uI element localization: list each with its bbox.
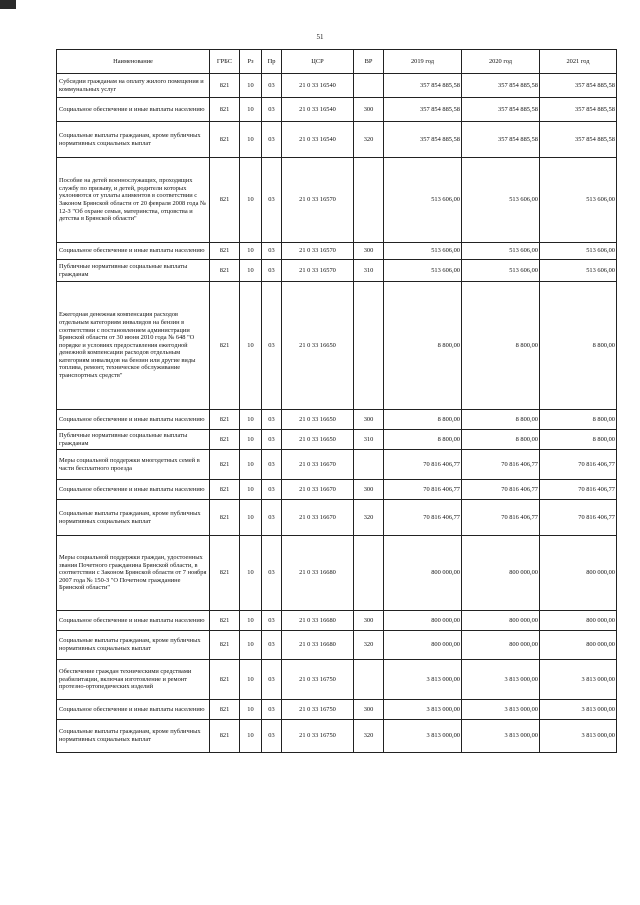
cell-csr: 21 0 33 16750 <box>282 720 354 753</box>
cell-y2021: 8 800,00 <box>540 430 617 450</box>
cell-y2020: 70 816 406,77 <box>462 500 540 536</box>
cell-pr: 03 <box>262 611 282 631</box>
cell-pr: 03 <box>262 74 282 98</box>
table-row <box>57 700 617 720</box>
table-row <box>57 98 617 122</box>
cell-name: Социальные выплаты гражданам, кроме публичных нормативных социальных выплат <box>57 631 210 660</box>
cell-name: Социальное обеспечение и иные выплаты населению <box>57 480 210 500</box>
cell-pr: 03 <box>262 536 282 611</box>
cell-y2019: 8 800,00 <box>384 282 462 410</box>
cell-csr: 21 0 33 16540 <box>282 74 354 98</box>
cell-pr: 03 <box>262 480 282 500</box>
cell-y2020: 800 000,00 <box>462 631 540 660</box>
header-row <box>57 50 617 74</box>
cell-vr <box>354 450 384 480</box>
cell-csr: 21 0 33 16570 <box>282 243 354 260</box>
cell-y2020: 70 816 406,77 <box>462 480 540 500</box>
header-2019: 2019 год <box>384 50 462 74</box>
table-row <box>57 536 617 611</box>
cell-y2019: 513 606,00 <box>384 260 462 282</box>
cell-pr: 03 <box>262 700 282 720</box>
cell-vr <box>354 158 384 243</box>
cell-y2020: 357 854 885,58 <box>462 122 540 158</box>
cell-y2021: 70 816 406,77 <box>540 500 617 536</box>
cell-name: Социальное обеспечение и иные выплаты населению <box>57 611 210 631</box>
cell-y2019: 70 816 406,77 <box>384 480 462 500</box>
cell-vr: 320 <box>354 500 384 536</box>
cell-y2019: 800 000,00 <box>384 631 462 660</box>
cell-csr: 21 0 33 16540 <box>282 98 354 122</box>
cell-grbs: 821 <box>210 243 240 260</box>
cell-y2021: 3 813 000,00 <box>540 700 617 720</box>
cell-vr <box>354 660 384 700</box>
cell-grbs: 821 <box>210 536 240 611</box>
header-name: Наименование <box>57 50 210 74</box>
cell-grbs: 821 <box>210 631 240 660</box>
cell-name: Социальные выплаты гражданам, кроме публичных нормативных социальных выплат <box>57 500 210 536</box>
cell-grbs: 821 <box>210 260 240 282</box>
cell-vr <box>354 74 384 98</box>
cell-rz: 10 <box>240 122 262 158</box>
page-number: 51 <box>316 33 324 41</box>
cell-name: Социальное обеспечение и иные выплаты населению <box>57 98 210 122</box>
table-row <box>57 158 617 243</box>
header-rz: Рз <box>240 50 262 74</box>
cell-rz: 10 <box>240 660 262 700</box>
table-body <box>57 74 617 753</box>
cell-rz: 10 <box>240 480 262 500</box>
cell-y2020: 8 800,00 <box>462 430 540 450</box>
table-row <box>57 720 617 753</box>
cell-grbs: 821 <box>210 720 240 753</box>
cell-name: Пособие на детей военнослужащих, проходящих службу по призыву, и детей, родители которых уклоняются от уплаты алиментов в соответствии с Законом Брянской области от 20 февраля 2008 года № 12-З "Об охране семьи, материнства, отцовства и детства в Брянской области" <box>57 158 210 243</box>
header-pr: Пр <box>262 50 282 74</box>
cell-pr: 03 <box>262 720 282 753</box>
cell-y2019: 357 854 885,58 <box>384 74 462 98</box>
cell-rz: 10 <box>240 74 262 98</box>
cell-grbs: 821 <box>210 500 240 536</box>
cell-y2021: 513 606,00 <box>540 260 617 282</box>
cell-y2021: 357 854 885,58 <box>540 122 617 158</box>
cell-vr: 300 <box>354 700 384 720</box>
header-vr: ВР <box>354 50 384 74</box>
table-row <box>57 611 617 631</box>
cell-y2021: 357 854 885,58 <box>540 74 617 98</box>
table-row <box>57 122 617 158</box>
cell-pr: 03 <box>262 430 282 450</box>
cell-grbs: 821 <box>210 122 240 158</box>
cell-y2019: 513 606,00 <box>384 243 462 260</box>
table-row <box>57 74 617 98</box>
cell-y2021: 70 816 406,77 <box>540 480 617 500</box>
cell-name: Публичные нормативные социальные выплаты гражданам <box>57 430 210 450</box>
cell-pr: 03 <box>262 158 282 243</box>
cell-rz: 10 <box>240 611 262 631</box>
cell-csr: 21 0 33 16570 <box>282 260 354 282</box>
cell-name: Меры социальной поддержки граждан, удостоенных звания Почетного гражданина Брянской области, в соответствии с Законом Брянской области от 7 ноября 2007 года № 150-З "О Почетном гражданине Брянской области" <box>57 536 210 611</box>
cell-pr: 03 <box>262 410 282 430</box>
cell-pr: 03 <box>262 450 282 480</box>
scan-corner-mark <box>0 0 16 9</box>
cell-name: Социальное обеспечение и иные выплаты населению <box>57 410 210 430</box>
cell-grbs: 821 <box>210 450 240 480</box>
cell-y2020: 8 800,00 <box>462 282 540 410</box>
cell-y2020: 3 813 000,00 <box>462 700 540 720</box>
cell-rz: 10 <box>240 500 262 536</box>
cell-y2019: 357 854 885,58 <box>384 98 462 122</box>
cell-y2021: 70 816 406,77 <box>540 450 617 480</box>
cell-y2019: 357 854 885,58 <box>384 122 462 158</box>
cell-rz: 10 <box>240 700 262 720</box>
cell-name: Социальные выплаты гражданам, кроме публичных нормативных социальных выплат <box>57 720 210 753</box>
cell-pr: 03 <box>262 260 282 282</box>
cell-csr: 21 0 33 16670 <box>282 480 354 500</box>
table-row <box>57 450 617 480</box>
cell-rz: 10 <box>240 243 262 260</box>
cell-y2021: 800 000,00 <box>540 631 617 660</box>
cell-name: Обеспечение граждан техническими средствами реабилитации, включая изготовление и ремонт протезно-ортопедических изделий <box>57 660 210 700</box>
cell-vr <box>354 536 384 611</box>
cell-grbs: 821 <box>210 700 240 720</box>
cell-grbs: 821 <box>210 611 240 631</box>
cell-y2019: 8 800,00 <box>384 430 462 450</box>
cell-grbs: 821 <box>210 158 240 243</box>
table-row <box>57 430 617 450</box>
cell-pr: 03 <box>262 500 282 536</box>
cell-pr: 03 <box>262 243 282 260</box>
cell-grbs: 821 <box>210 282 240 410</box>
cell-grbs: 821 <box>210 98 240 122</box>
cell-y2021: 3 813 000,00 <box>540 660 617 700</box>
cell-name: Субсидии гражданам на оплату жилого помещения и коммунальных услуг <box>57 74 210 98</box>
cell-vr: 320 <box>354 720 384 753</box>
cell-vr: 300 <box>354 410 384 430</box>
cell-y2021: 513 606,00 <box>540 158 617 243</box>
cell-vr: 300 <box>354 243 384 260</box>
cell-vr <box>354 282 384 410</box>
cell-csr: 21 0 33 16680 <box>282 611 354 631</box>
cell-y2021: 357 854 885,58 <box>540 98 617 122</box>
cell-rz: 10 <box>240 720 262 753</box>
cell-name: Меры социальной поддержки многодетных семей в части бесплатного проезда <box>57 450 210 480</box>
cell-y2019: 70 816 406,77 <box>384 500 462 536</box>
table-row <box>57 480 617 500</box>
table-row <box>57 500 617 536</box>
cell-pr: 03 <box>262 631 282 660</box>
header-2020: 2020 год <box>462 50 540 74</box>
cell-csr: 21 0 33 16750 <box>282 660 354 700</box>
cell-y2020: 800 000,00 <box>462 536 540 611</box>
cell-y2019: 3 813 000,00 <box>384 660 462 700</box>
cell-name: Социальное обеспечение и иные выплаты населению <box>57 243 210 260</box>
budget-table <box>56 49 617 753</box>
cell-csr: 21 0 33 16680 <box>282 631 354 660</box>
cell-grbs: 821 <box>210 480 240 500</box>
cell-csr: 21 0 33 16750 <box>282 700 354 720</box>
cell-y2020: 8 800,00 <box>462 410 540 430</box>
cell-y2020: 800 000,00 <box>462 611 540 631</box>
cell-name: Социальные выплаты гражданам, кроме публичных нормативных социальных выплат <box>57 122 210 158</box>
cell-rz: 10 <box>240 260 262 282</box>
cell-vr: 300 <box>354 480 384 500</box>
table-row <box>57 410 617 430</box>
cell-y2019: 8 800,00 <box>384 410 462 430</box>
cell-name: Публичные нормативные социальные выплаты гражданам <box>57 260 210 282</box>
cell-y2021: 800 000,00 <box>540 536 617 611</box>
cell-grbs: 821 <box>210 74 240 98</box>
cell-y2020: 357 854 885,58 <box>462 98 540 122</box>
cell-csr: 21 0 33 16570 <box>282 158 354 243</box>
cell-y2020: 513 606,00 <box>462 243 540 260</box>
cell-y2019: 3 813 000,00 <box>384 720 462 753</box>
table-row <box>57 260 617 282</box>
cell-name: Социальное обеспечение и иные выплаты населению <box>57 700 210 720</box>
cell-y2020: 513 606,00 <box>462 158 540 243</box>
cell-y2019: 800 000,00 <box>384 611 462 631</box>
cell-y2020: 513 606,00 <box>462 260 540 282</box>
cell-pr: 03 <box>262 122 282 158</box>
header-grbs: ГРБС <box>210 50 240 74</box>
cell-rz: 10 <box>240 282 262 410</box>
cell-y2019: 513 606,00 <box>384 158 462 243</box>
cell-vr: 300 <box>354 98 384 122</box>
cell-rz: 10 <box>240 430 262 450</box>
cell-y2020: 3 813 000,00 <box>462 660 540 700</box>
cell-csr: 21 0 33 16650 <box>282 282 354 410</box>
table-row <box>57 282 617 410</box>
cell-vr: 320 <box>354 631 384 660</box>
cell-vr: 310 <box>354 260 384 282</box>
header-2021: 2021 год <box>540 50 617 74</box>
table-row <box>57 631 617 660</box>
cell-vr: 320 <box>354 122 384 158</box>
cell-y2020: 3 813 000,00 <box>462 720 540 753</box>
cell-csr: 21 0 33 16670 <box>282 500 354 536</box>
cell-rz: 10 <box>240 450 262 480</box>
cell-csr: 21 0 33 16540 <box>282 122 354 158</box>
cell-csr: 21 0 33 16680 <box>282 536 354 611</box>
cell-y2020: 70 816 406,77 <box>462 450 540 480</box>
cell-pr: 03 <box>262 98 282 122</box>
cell-y2019: 800 000,00 <box>384 536 462 611</box>
cell-csr: 21 0 33 16650 <box>282 410 354 430</box>
cell-csr: 21 0 33 16670 <box>282 450 354 480</box>
cell-rz: 10 <box>240 98 262 122</box>
cell-vr: 300 <box>354 611 384 631</box>
cell-y2020: 357 854 885,58 <box>462 74 540 98</box>
header-csr: ЦСР <box>282 50 354 74</box>
cell-pr: 03 <box>262 660 282 700</box>
cell-grbs: 821 <box>210 660 240 700</box>
cell-name: Ежегодная денежная компенсация расходов отдельным категориям инвалидов на бензин в соответствии с постановлением администрации Брянской области от 30 июня 2010 года № 648 "О порядке и условиях предоставления ежегодной денежной компенсации расходов отдельным категориям инвалидов на бензин или другие виды топлива, ремонт, техническое обслуживание транспортных средств" <box>57 282 210 410</box>
table-row <box>57 660 617 700</box>
cell-y2021: 800 000,00 <box>540 611 617 631</box>
cell-y2021: 8 800,00 <box>540 282 617 410</box>
cell-grbs: 821 <box>210 410 240 430</box>
cell-y2019: 3 813 000,00 <box>384 700 462 720</box>
cell-pr: 03 <box>262 282 282 410</box>
cell-rz: 10 <box>240 536 262 611</box>
table-row <box>57 243 617 260</box>
cell-rz: 10 <box>240 410 262 430</box>
cell-csr: 21 0 33 16650 <box>282 430 354 450</box>
cell-y2021: 3 813 000,00 <box>540 720 617 753</box>
cell-y2021: 513 606,00 <box>540 243 617 260</box>
cell-rz: 10 <box>240 631 262 660</box>
cell-vr: 310 <box>354 430 384 450</box>
cell-y2019: 70 816 406,77 <box>384 450 462 480</box>
cell-grbs: 821 <box>210 430 240 450</box>
cell-y2021: 8 800,00 <box>540 410 617 430</box>
cell-rz: 10 <box>240 158 262 243</box>
